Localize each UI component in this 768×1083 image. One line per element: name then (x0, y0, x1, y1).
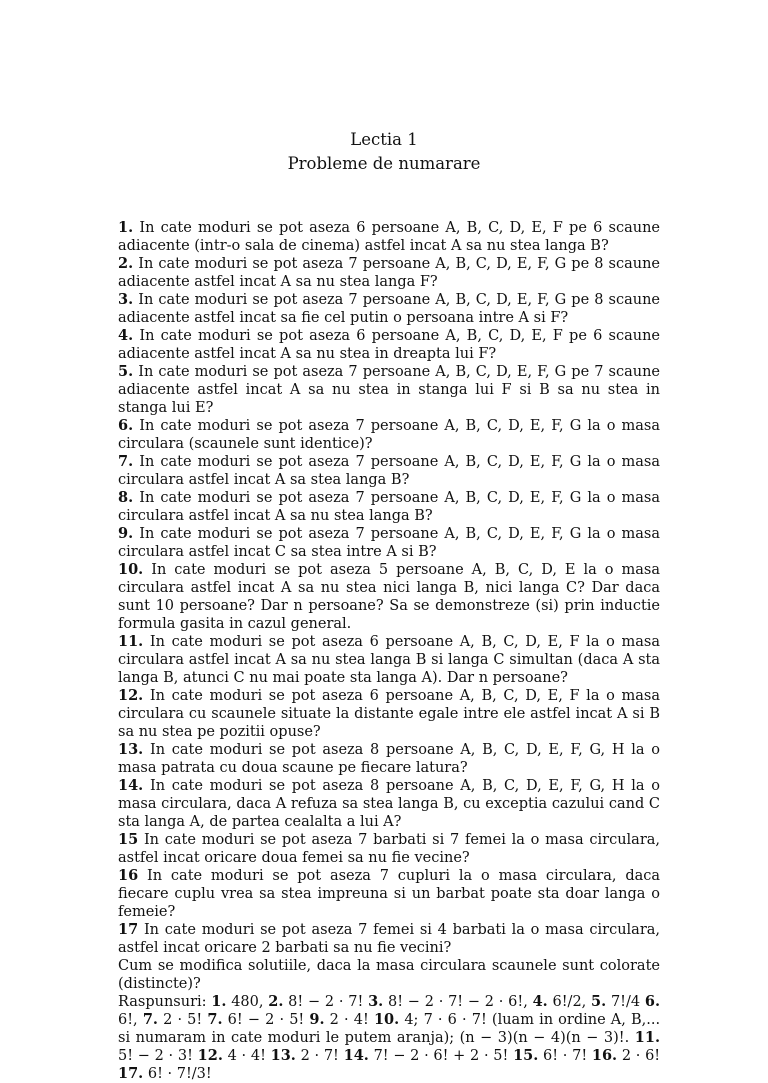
problem-item (118, 327, 660, 363)
problem-text: In cate moduri se pot aseza 7 persoane A, B, C, D, E, F, G la o masa circulara astfel incat A sa stea langa B? (118, 454, 661, 488)
answer-number: 9. (309, 1011, 325, 1028)
problem-text: In cate moduri se pot aseza 6 persoane A, B, C, D, E, F la o masa circulara cu scaunele situate la distante egale intre ele astfel incat A si B sa nu stea pe pozitii opuse? (118, 688, 661, 740)
problem-number: 2. (118, 255, 134, 272)
answer-number: 7. (142, 1011, 158, 1028)
answer-value: 2 · 6! (621, 1048, 661, 1064)
problem-item (118, 417, 660, 453)
problem-number: 13. (118, 741, 144, 758)
answer-value: 6!/2, (552, 994, 587, 1010)
answer-number: 12. (197, 1047, 223, 1064)
problem-item (118, 291, 660, 327)
answer-value: 7!/4 (610, 994, 641, 1010)
answer-number: 1. (211, 993, 227, 1010)
problem-item (118, 777, 660, 831)
answer-value: 4 · 4! (227, 1048, 266, 1064)
problem-number: 1. (118, 219, 134, 236)
answer-number: 11. (634, 1029, 660, 1046)
answer-number: 3. (368, 993, 384, 1010)
problem-text: In cate moduri se pot aseza 5 persoane A, B, C, D, E la o masa circulara astfel incat A sa nu stea nici langa B, nici langa C? Dar daca sunt 10 persoane? Dar n persoane? Sa se demonstreze (si) prin inductie formula gasita in cazul general. (118, 562, 660, 632)
problem-item (118, 831, 660, 867)
answer-value: 2 · 7! (300, 1048, 339, 1064)
answer-value: 6! · 7! (543, 1048, 588, 1064)
problem-number: 4. (118, 327, 134, 344)
problem-item (118, 489, 660, 525)
answer-number: 16. (591, 1047, 618, 1064)
problem-item (118, 453, 660, 489)
problem-number: 17 (118, 921, 139, 938)
problem-text: In cate moduri se pot aseza 7 cupluri la o masa circulara, daca fiecare cuplu vrea sa stea impreuna si un barbat poate sta doar langa o femeie? (118, 868, 661, 920)
answer-number: 14. (343, 1047, 369, 1064)
problem-text: In cate moduri se pot aseza 7 persoane A, B, C, D, E, F, G la o masa circulara astfel incat C sa stea intre A si B? (118, 526, 661, 560)
answer-value: 7! − 2 · 6! + 2 · 5! (373, 1048, 509, 1064)
answer-number: 13. (270, 1047, 296, 1064)
problem-item (118, 255, 660, 291)
problem-item (118, 921, 660, 957)
problem-number: 7. (118, 453, 134, 470)
problem-item (118, 561, 660, 633)
answer-number: 4. (532, 993, 548, 1010)
page-title: Lectia 1 (350, 130, 418, 149)
note-text: Cum se modifica solutiile, daca la masa circulara scaunele sunt colorate (distincte)? (118, 958, 660, 992)
answer-number: 15. (513, 1047, 539, 1064)
answer-value: 8! − 2 · 7! − 2 · 6!, (387, 994, 528, 1010)
problem-text: In cate moduri se pot aseza 7 persoane A, B, C, D, E, F, G pe 7 scaune adiacente astfel incat A sa nu stea in stanga lui F si B sa nu stea in stanga lui E? (118, 364, 660, 416)
problem-number: 3. (118, 291, 134, 308)
problem-text: In cate moduri se pot aseza 7 persoane A, B, C, D, E, F, G pe 8 scaune adiacente astfel incat sa fie cel putin o persoana intre A si F? (118, 292, 660, 326)
problem-number: 14. (118, 777, 144, 794)
problem-item (118, 525, 660, 561)
problem-item (118, 867, 660, 921)
problem-text: In cate moduri se pot aseza 8 persoane A, B, C, D, E, F, G, H la o masa circulara, daca A refuza sa stea langa B, cu exceptia cazului cand C sta langa A, de partea cealalta a lui A? (118, 778, 660, 830)
problem-item (118, 363, 660, 417)
problem-item (118, 219, 660, 255)
problem-list (118, 219, 660, 1083)
problem-number: 11. (118, 633, 144, 650)
page-subtitle: Probleme de numarare (287, 154, 481, 173)
problem-text: In cate moduri se pot aseza 8 persoane A, B, C, D, E, F, G, H la o masa patrata cu doua scaune pe fiecare latura? (118, 742, 660, 776)
answer-number: 7. (207, 1011, 223, 1028)
problem-number: 16 (118, 867, 139, 884)
problem-number: 9. (118, 525, 134, 542)
problem-number: 8. (118, 489, 134, 506)
answer-value: 6! · 7!/3! (147, 1066, 212, 1082)
problem-text: In cate moduri se pot aseza 6 persoane A, B, C, D, E, F pe 6 scaune adiacente (intr-o sala de cinema) astfel incat A sa nu stea langa B? (118, 220, 661, 254)
answer-value: 2 · 5! (163, 1012, 203, 1028)
answer-value: 2 · 4! (329, 1012, 369, 1028)
answer-value: 8! − 2 · 7! (288, 994, 364, 1010)
answer-value: 6!, (118, 1012, 138, 1028)
problem-item (118, 741, 660, 777)
answers-paragraph (118, 993, 660, 1083)
answers-label: Raspunsuri: (118, 994, 207, 1010)
answer-value: 5! − 2 · 3! (118, 1048, 193, 1064)
problem-item (118, 687, 660, 741)
problem-number: 5. (118, 363, 134, 380)
problem-text: In cate moduri se pot aseza 7 persoane A, B, C, D, E, F, G la o masa circulara (scaunele sunt identice)? (118, 418, 661, 452)
problem-number: 6. (118, 417, 134, 434)
answer-number: 17. (118, 1065, 144, 1082)
problem-text: In cate moduri se pot aseza 7 barbati si 7 femei la o masa circulara, astfel incat oricare doua femei sa nu fie vecine? (118, 832, 661, 866)
problem-text: In cate moduri se pot aseza 7 persoane A, B, C, D, E, F, G pe 8 scaune adiacente astfel incat A sa nu stea langa F? (118, 256, 660, 290)
answer-number: 6. (644, 993, 661, 1010)
answer-value: 480, (231, 994, 264, 1010)
problem-number: 15 (118, 831, 139, 848)
answer-number: 10. (373, 1011, 400, 1028)
answer-number: 5. (591, 993, 607, 1010)
problem-item (118, 633, 660, 687)
problem-number: 10. (118, 561, 144, 578)
problem-text: In cate moduri se pot aseza 7 persoane A, B, C, D, E, F, G la o masa circulara astfel incat A sa nu stea langa B? (118, 490, 661, 524)
problem-text: In cate moduri se pot aseza 7 femei si 4 barbati la o masa circulara, astfel incat oricare 2 barbati sa nu fie vecini? (118, 922, 661, 956)
answer-value: 6! − 2 · 5! (227, 1012, 305, 1028)
answer-number: 2. (268, 993, 284, 1010)
problem-text: In cate moduri se pot aseza 6 persoane A, B, C, D, E, F la o masa circulara astfel incat A sa nu stea langa B si langa C simultan (daca A sta langa B, atunci C nu mai poate sta langa A). Dar n persoane? (118, 634, 661, 686)
problem-text: In cate moduri se pot aseza 6 persoane A, B, C, D, E, F pe 6 scaune adiacente astfel incat A sa nu stea in dreapta lui F? (118, 328, 661, 362)
problem-number: 12. (118, 687, 144, 704)
answer-value: 4; 7 · 6 · 7! (luam in ordine A, B,... si numaram in cate moduri le putem aranja); (n − 3)(n − 4)(n − 3)!. (118, 1012, 661, 1046)
